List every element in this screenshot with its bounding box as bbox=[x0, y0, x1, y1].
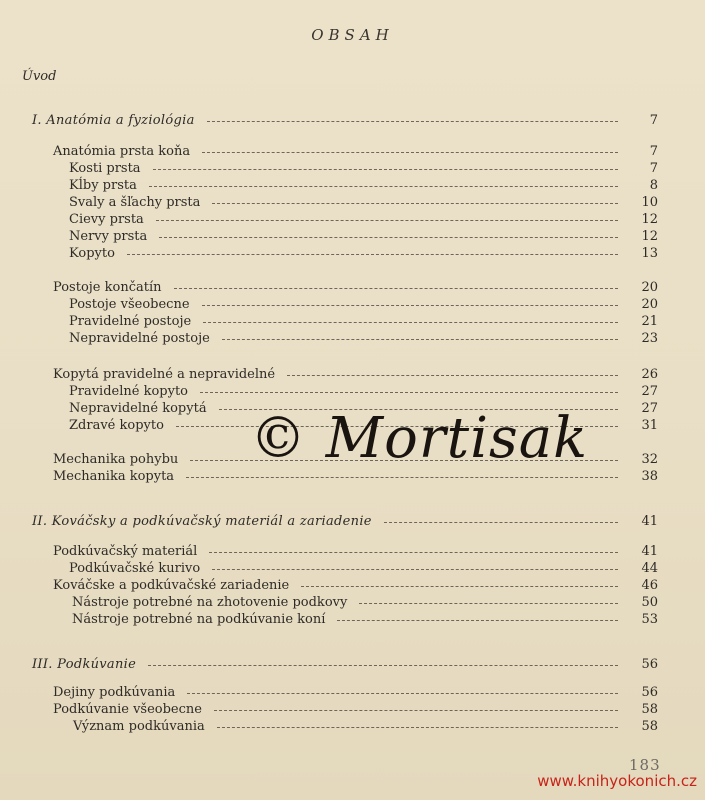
toc-page: 56 bbox=[641, 657, 658, 672]
toc-label: Kopytá pravidelné a nepravidelné bbox=[53, 367, 276, 382]
toc-label: Nepravidelné postoje bbox=[69, 331, 210, 346]
toc-leader bbox=[149, 186, 618, 187]
toc-leader bbox=[384, 522, 618, 523]
toc-leader bbox=[301, 586, 618, 587]
toc-row bbox=[0, 279, 705, 297]
toc-leader bbox=[207, 121, 618, 122]
toc-label: Pravidelné postoje bbox=[69, 314, 192, 329]
toc-row bbox=[0, 543, 705, 561]
intro-heading: Úvod bbox=[22, 69, 57, 84]
page-title: OBSAH bbox=[311, 26, 394, 44]
toc-leader bbox=[212, 203, 618, 204]
toc-leader bbox=[287, 375, 618, 376]
toc-page: 7 bbox=[649, 144, 658, 159]
toc-page: 10 bbox=[641, 195, 658, 210]
toc-leader bbox=[127, 254, 618, 255]
toc-leader bbox=[222, 339, 618, 340]
toc-row bbox=[0, 366, 705, 384]
toc-row bbox=[0, 577, 705, 595]
toc-page: 26 bbox=[641, 367, 658, 382]
toc-page: 46 bbox=[641, 578, 658, 593]
toc-leader bbox=[174, 288, 619, 289]
toc-row bbox=[0, 513, 705, 531]
toc-label: Kováčske a podkúvačské zariadenie bbox=[53, 578, 290, 593]
toc-row bbox=[0, 594, 705, 612]
toc-row bbox=[0, 228, 705, 246]
toc-label: Podkúvanie všeobecne bbox=[53, 702, 202, 717]
toc-leader bbox=[153, 169, 618, 170]
toc-label: Nástroje potrebné na zhotovenie podkovy bbox=[72, 595, 348, 610]
toc-page: 23 bbox=[641, 331, 658, 346]
toc-leader bbox=[148, 665, 618, 666]
toc-page: 20 bbox=[641, 297, 658, 312]
toc-row bbox=[0, 560, 705, 578]
toc-row bbox=[0, 656, 705, 674]
toc-page: 58 bbox=[641, 702, 658, 717]
toc-row bbox=[0, 313, 705, 331]
website-link[interactable]: www.knihyokonich.cz bbox=[537, 772, 697, 790]
toc-label: Zdravé kopyto bbox=[69, 418, 164, 433]
toc-label: III. Podkúvanie bbox=[32, 657, 137, 672]
toc-row bbox=[0, 296, 705, 314]
toc-label: Mechanika kopyta bbox=[53, 469, 175, 484]
toc-row bbox=[0, 177, 705, 195]
page-number: 183 bbox=[629, 756, 661, 774]
toc-leader bbox=[202, 152, 618, 153]
toc-leader bbox=[217, 727, 618, 728]
toc-page: 58 bbox=[641, 719, 658, 734]
toc-page: 41 bbox=[641, 514, 658, 529]
toc-page: 8 bbox=[649, 178, 658, 193]
toc-page: 27 bbox=[641, 384, 658, 399]
toc-label: Cievy prsta bbox=[69, 212, 144, 227]
toc-label: Postoje všeobecne bbox=[69, 297, 190, 312]
toc-label: Nástroje potrebné na podkúvanie koní bbox=[72, 612, 326, 627]
toc-label: Mechanika pohybu bbox=[53, 452, 179, 467]
toc-label: Nepravidelné kopytá bbox=[69, 401, 207, 416]
toc-leader bbox=[203, 322, 618, 323]
toc-page: 20 bbox=[641, 280, 658, 295]
toc-page: 32 bbox=[641, 452, 658, 467]
toc-label: II. Kováčsky a podkúvačský materiál a zariadenie bbox=[32, 514, 372, 529]
toc-page: 7 bbox=[649, 113, 658, 128]
toc-page: 31 bbox=[641, 418, 658, 433]
toc-row bbox=[0, 160, 705, 178]
toc-label: Anatómia prsta koňa bbox=[53, 144, 191, 159]
toc-row bbox=[0, 211, 705, 229]
toc-row bbox=[0, 684, 705, 702]
toc-leader bbox=[186, 477, 618, 478]
toc-label: Nervy prsta bbox=[69, 229, 148, 244]
toc-page: 12 bbox=[641, 212, 658, 227]
toc-page: 41 bbox=[641, 544, 658, 559]
toc-page: 38 bbox=[641, 469, 658, 484]
toc-leader bbox=[337, 620, 618, 621]
toc-row bbox=[0, 143, 705, 161]
toc-leader bbox=[209, 552, 618, 553]
toc-label: Postoje končatín bbox=[53, 280, 162, 295]
toc-leader bbox=[202, 305, 618, 306]
toc-leader bbox=[212, 569, 618, 570]
toc-row bbox=[0, 112, 705, 130]
toc-label: I. Anatómia a fyziológia bbox=[32, 113, 195, 128]
toc-label: Kosti prsta bbox=[69, 161, 141, 176]
toc-label: Význam podkúvania bbox=[73, 719, 205, 734]
toc-page: 13 bbox=[641, 246, 658, 261]
toc-page: 56 bbox=[641, 685, 658, 700]
toc-page: 21 bbox=[641, 314, 658, 329]
toc-page: 53 bbox=[641, 612, 658, 627]
toc-row bbox=[0, 330, 705, 348]
toc-page: 7 bbox=[649, 161, 658, 176]
watermark: © Mortisak bbox=[250, 406, 589, 471]
toc-row bbox=[0, 611, 705, 629]
toc-page: 27 bbox=[641, 401, 658, 416]
toc-row bbox=[0, 718, 705, 736]
toc-leader bbox=[359, 603, 618, 604]
toc-row bbox=[0, 701, 705, 719]
toc-row bbox=[0, 383, 705, 401]
toc-leader bbox=[156, 220, 618, 221]
toc-row bbox=[0, 245, 705, 263]
toc-label: Dejiny podkúvania bbox=[53, 685, 176, 700]
toc-page: 12 bbox=[641, 229, 658, 244]
toc-label: Svaly a šľachy prsta bbox=[69, 195, 201, 210]
toc-label: Podkúvačský materiál bbox=[53, 544, 198, 559]
toc-row bbox=[0, 194, 705, 212]
toc-leader bbox=[159, 237, 618, 238]
toc-leader bbox=[200, 392, 618, 393]
toc-label: Podkúvačské kurivo bbox=[69, 561, 201, 576]
toc-page: 44 bbox=[641, 561, 658, 576]
toc-label: Kĺby prsta bbox=[69, 178, 137, 193]
toc-leader bbox=[187, 693, 618, 694]
toc-leader bbox=[214, 710, 618, 711]
toc-page: 50 bbox=[641, 595, 658, 610]
toc-label: Pravidelné kopyto bbox=[69, 384, 189, 399]
toc-label: Kopyto bbox=[69, 246, 115, 261]
